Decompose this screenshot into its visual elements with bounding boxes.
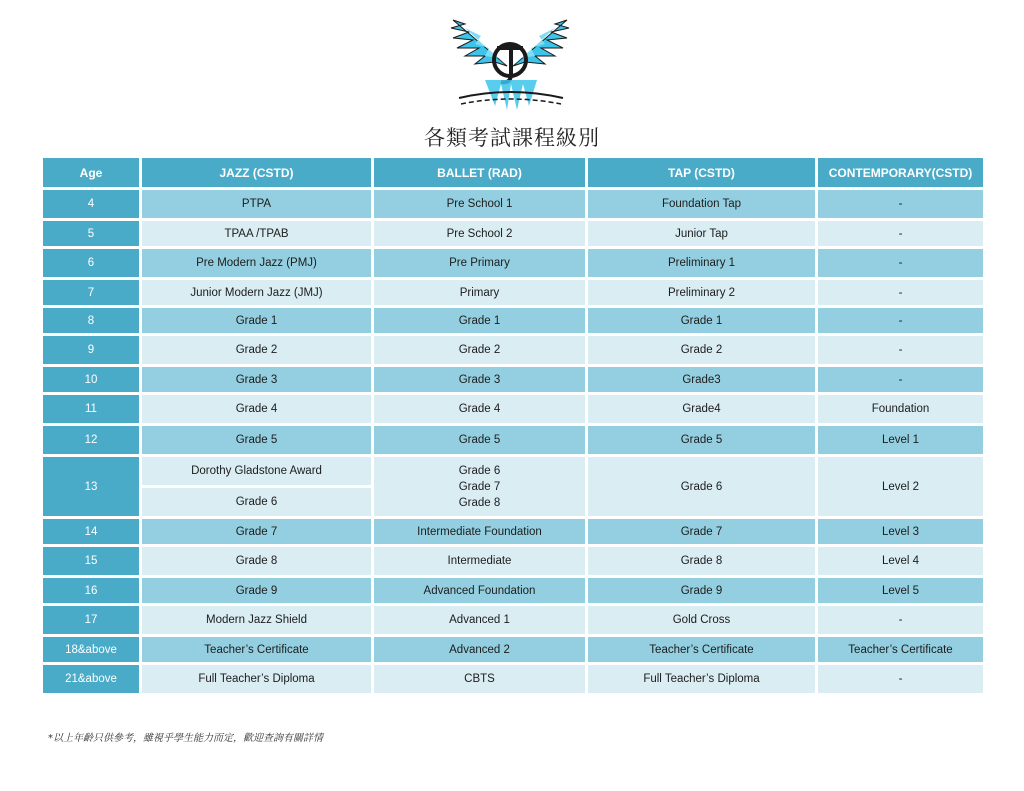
table-row bbox=[42, 248, 985, 279]
tap-cell: Grade 7 bbox=[587, 518, 817, 546]
table-row bbox=[42, 518, 985, 546]
tap-cell: Preliminary 1 bbox=[587, 248, 817, 279]
table-row bbox=[42, 366, 985, 394]
age-cell: 14 bbox=[42, 518, 141, 546]
tap-cell: Grade 6 bbox=[587, 456, 817, 518]
jazz-cell: Junior Modern Jazz (JMJ) bbox=[141, 279, 373, 307]
jazz-cell: Pre Modern Jazz (PMJ) bbox=[141, 248, 373, 279]
age-cell: 13 bbox=[42, 456, 141, 518]
tap-cell: Junior Tap bbox=[587, 220, 817, 248]
tap-cell: Grade 8 bbox=[587, 546, 817, 577]
contemporary-cell: Level 5 bbox=[817, 577, 985, 605]
tap-cell: Grade4 bbox=[587, 394, 817, 425]
jazz-cell: Grade 9 bbox=[141, 577, 373, 605]
jazz-cell: Grade 1 bbox=[141, 307, 373, 335]
age-cell: 6 bbox=[42, 248, 141, 279]
table-row bbox=[42, 425, 985, 456]
age-cell: 18&above bbox=[42, 636, 141, 664]
ballet-cell: Grade 3 bbox=[373, 366, 587, 394]
age-cell: 12 bbox=[42, 425, 141, 456]
contemporary-cell: - bbox=[817, 664, 985, 695]
age-cell: 11 bbox=[42, 394, 141, 425]
table-row bbox=[42, 546, 985, 577]
tap-cell: Foundation Tap bbox=[587, 189, 817, 220]
age-cell: 4 bbox=[42, 189, 141, 220]
ballet-cell: Grade 4 bbox=[373, 394, 587, 425]
col-header-ballet: BALLET (RAD) bbox=[373, 157, 587, 189]
ballet-cell: Pre Primary bbox=[373, 248, 587, 279]
jazz-cell: Grade 5 bbox=[141, 425, 373, 456]
table-row bbox=[42, 605, 985, 636]
jazz-cell: Grade 8 bbox=[141, 546, 373, 577]
page-title: 各類考試課程級別 bbox=[424, 126, 600, 150]
table-row bbox=[42, 636, 985, 664]
table-row bbox=[42, 456, 985, 487]
contemporary-cell: Level 2 bbox=[817, 456, 985, 518]
contemporary-cell: Level 1 bbox=[817, 425, 985, 456]
col-header-jazz: JAZZ (CSTD) bbox=[141, 157, 373, 189]
ballet-cell: Advanced 2 bbox=[373, 636, 587, 664]
table-row bbox=[42, 335, 985, 366]
jazz-cell: Dorothy Gladstone Award bbox=[141, 456, 373, 487]
jazz-cell: Grade 7 bbox=[141, 518, 373, 546]
ballet-cell: Pre School 2 bbox=[373, 220, 587, 248]
footnote: *以上年齡只供參考，雖視乎學生能力而定，歡迎查詢有關詳情 bbox=[48, 733, 323, 744]
contemporary-cell: Foundation bbox=[817, 394, 985, 425]
tap-cell: Preliminary 2 bbox=[587, 279, 817, 307]
winged-logo-icon bbox=[445, 14, 575, 122]
col-header-contemporary: CONTEMPORARY(CSTD) bbox=[817, 157, 985, 189]
age-cell: 9 bbox=[42, 335, 141, 366]
contemporary-cell: - bbox=[817, 335, 985, 366]
header-row bbox=[42, 157, 985, 189]
contemporary-cell: - bbox=[817, 189, 985, 220]
ballet-cell: Advanced 1 bbox=[373, 605, 587, 636]
col-header-age: Age bbox=[42, 157, 141, 189]
ballet-line: Grade 8 bbox=[458, 496, 501, 509]
age-cell: 21&above bbox=[42, 664, 141, 695]
age-cell: 16 bbox=[42, 577, 141, 605]
tap-cell: Full Teacher’s Diploma bbox=[587, 664, 817, 695]
exam-levels-table bbox=[40, 155, 986, 696]
ballet-cell bbox=[373, 456, 587, 518]
tap-cell: Gold Cross bbox=[587, 605, 817, 636]
table-row bbox=[42, 220, 985, 248]
table-row bbox=[42, 307, 985, 335]
jazz-cell: Grade 4 bbox=[141, 394, 373, 425]
ballet-line: Grade 6 bbox=[458, 464, 501, 477]
jazz-cell: Grade 6 bbox=[141, 487, 373, 518]
contemporary-cell: Level 3 bbox=[817, 518, 985, 546]
tap-cell: Grade3 bbox=[587, 366, 817, 394]
table-row bbox=[42, 394, 985, 425]
jazz-cell: Full Teacher’s Diploma bbox=[141, 664, 373, 695]
contemporary-cell: - bbox=[817, 605, 985, 636]
age-cell: 8 bbox=[42, 307, 141, 335]
ballet-cell: Primary bbox=[373, 279, 587, 307]
ballet-cell: Grade 1 bbox=[373, 307, 587, 335]
ballet-cell: Pre School 1 bbox=[373, 189, 587, 220]
jazz-cell: TPAA /TPAB bbox=[141, 220, 373, 248]
age-cell: 7 bbox=[42, 279, 141, 307]
age-cell: 17 bbox=[42, 605, 141, 636]
ballet-cell: Advanced Foundation bbox=[373, 577, 587, 605]
table-row bbox=[42, 577, 985, 605]
jazz-cell: Grade 3 bbox=[141, 366, 373, 394]
tap-cell: Teacher’s Certificate bbox=[587, 636, 817, 664]
table-row bbox=[42, 664, 985, 695]
age-cell: 15 bbox=[42, 546, 141, 577]
ballet-cell: Grade 2 bbox=[373, 335, 587, 366]
ballet-cell: Grade 5 bbox=[373, 425, 587, 456]
ballet-cell: Intermediate Foundation bbox=[373, 518, 587, 546]
age-cell: 10 bbox=[42, 366, 141, 394]
col-header-tap: TAP (CSTD) bbox=[587, 157, 817, 189]
contemporary-cell: - bbox=[817, 279, 985, 307]
tap-cell: Grade 2 bbox=[587, 335, 817, 366]
contemporary-cell: Level 4 bbox=[817, 546, 985, 577]
table-row bbox=[42, 189, 985, 220]
jazz-cell: Grade 2 bbox=[141, 335, 373, 366]
contemporary-cell: - bbox=[817, 307, 985, 335]
contemporary-cell: - bbox=[817, 220, 985, 248]
tap-cell: Grade 9 bbox=[587, 577, 817, 605]
jazz-cell: Modern Jazz Shield bbox=[141, 605, 373, 636]
ballet-line: Grade 7 bbox=[458, 480, 501, 493]
ballet-cell: Intermediate bbox=[373, 546, 587, 577]
ballet-cell: CBTS bbox=[373, 664, 587, 695]
contemporary-cell: - bbox=[817, 366, 985, 394]
contemporary-cell: Teacher’s Certificate bbox=[817, 636, 985, 664]
age-cell: 5 bbox=[42, 220, 141, 248]
table-row bbox=[42, 279, 985, 307]
jazz-cell: PTPA bbox=[141, 189, 373, 220]
contemporary-cell: - bbox=[817, 248, 985, 279]
tap-cell: Grade 1 bbox=[587, 307, 817, 335]
tap-cell: Grade 5 bbox=[587, 425, 817, 456]
jazz-cell: Teacher’s Certificate bbox=[141, 636, 373, 664]
